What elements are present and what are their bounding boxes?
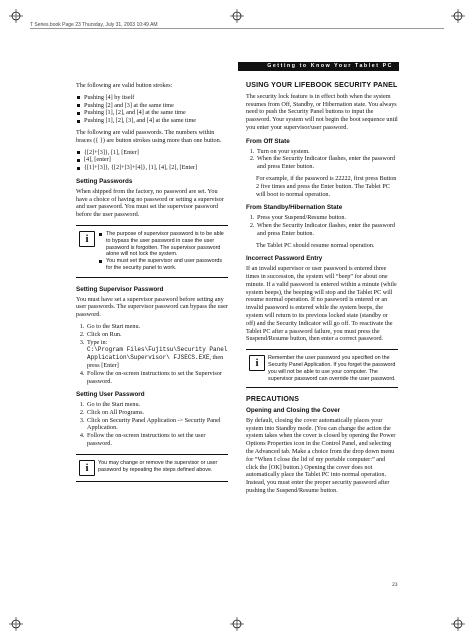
list-item: Pushing [1], [2], [3], and [4] at the same time bbox=[76, 117, 228, 125]
step-text: Type in: bbox=[87, 338, 108, 346]
list-item: 4. Follow the on-screen instructions to set the user password. bbox=[86, 432, 228, 448]
section-heading: Setting Supervisor Password bbox=[76, 285, 164, 293]
crop-line bbox=[30, 28, 444, 29]
list-item: {[1]+[3]}, {[2]+[3]+[4]}, [1], [4], [2], [Enter] bbox=[76, 164, 228, 172]
section-title: PRECAUTIONS bbox=[246, 396, 300, 404]
list-item: 1. Turn on your system. bbox=[256, 148, 398, 156]
section-title: USING YOUR LIFEBOOK SECURITY PANEL bbox=[246, 82, 398, 89]
section-heading: Incorrect Password Entry bbox=[246, 255, 323, 263]
list-item: The purpose of supervisor password is to be able to bypass the user password in case the user password is forgotten. The supervisor password alone will not lock the system. bbox=[98, 231, 228, 258]
list-item: Pushing [2] and [3] at the same time bbox=[76, 102, 228, 110]
left-column bbox=[76, 82, 228, 490]
note-text: Remember the user password you specified on the Security Panel Application. If you forget the password you will not be able to use your computer. The supervisor password can override the user password. bbox=[268, 355, 396, 382]
list-item: 1. Go to the Start menu. bbox=[86, 323, 228, 331]
list-item: 4. Follow the on-screen instructions to set the Supervisor password. bbox=[86, 370, 228, 386]
list-item: 1. Press your Suspend/Resume button. bbox=[256, 214, 398, 222]
right-column bbox=[246, 82, 398, 499]
info-icon: i bbox=[76, 460, 98, 476]
list-item: 2. When the Security Indicator flashes, enter the password and press Enter button. bbox=[256, 222, 398, 238]
section-heading: From Off State bbox=[246, 137, 290, 145]
examples-list bbox=[76, 149, 228, 172]
paragraph: By default, closing the cover automatically places your system into Standby mode. (You can change the action the system takes when the cover is closed by opening the Power Options Properties icon in the Control Panel, and selecting the Advanced tab. Make a choice from the drop down menu for “When I close the lid of my portable computer:” and click the [OK] button.) Opening the cover does not automatically place the Tablet PC into normal operation. Instead, you must enter the proper security password after pushing the Suspend/Resume button. bbox=[246, 416, 396, 495]
paragraph: You must have set a supervisor password before setting any user passwords. The supervisor password can bypass the user password. bbox=[76, 295, 228, 319]
running-header: Getting to Know Your Tablet PC bbox=[238, 62, 399, 71]
paragraph: The Tablet PC should resume normal operation. bbox=[256, 241, 375, 249]
list-item: 2. Click on All Programs. bbox=[86, 409, 228, 417]
section-heading: Setting User Password bbox=[76, 391, 145, 399]
page-number: 23 bbox=[392, 582, 398, 588]
list-item: Pushing [1], [2], and [4] at the same time bbox=[76, 109, 228, 117]
supervisor-steps bbox=[76, 323, 228, 385]
path-text: C:\Program Files\Fujitsu\Security Panel Application\Supervisor\ FJSECS.EXE bbox=[87, 346, 228, 362]
registration-mark-icon bbox=[451, 9, 465, 23]
list-item bbox=[86, 339, 228, 370]
info-icon: i bbox=[76, 231, 98, 272]
list-item: 1. Go to the Start menu. bbox=[86, 401, 228, 409]
note-text: You may change or remove the supervisor or user password by repeating the steps defined above. bbox=[98, 459, 218, 473]
off-steps bbox=[246, 148, 398, 171]
registration-mark-icon bbox=[9, 617, 23, 631]
paragraph: If an invalid supervisor or user password is entered three times in succession, the system will “beep” for about one minute. If a valid password is entered within a minute (while system beeps), the beeping will stop and the Tablet PC will resume normal operation. If no password is entered or an invalid password is entered while the system beeps, the system will return to its previous locked state (standby or off) and the Security Indicator will go off. To reactivate the Tablet PC after a password failure, you must press the Suspend/Resume button, then enter a correct password. bbox=[246, 265, 397, 343]
registration-mark-icon bbox=[451, 617, 465, 631]
registration-mark-icon bbox=[230, 9, 244, 23]
info-note bbox=[246, 349, 398, 388]
list-item: {[2]+[3]}, [1], [Enter] bbox=[76, 149, 228, 157]
list-item: You must set the supervisor and user passwords for the security panel to work. bbox=[98, 258, 228, 272]
standby-steps bbox=[246, 214, 398, 237]
user-steps bbox=[76, 401, 228, 448]
list-item: 2. When the Security Indicator flashes, enter the password and press Enter button. bbox=[256, 155, 398, 171]
paragraph: For example, if the password is 22222, first press Button 2 five times and press the Enter button. The Tablet PC will boot to normal operation. bbox=[256, 174, 397, 198]
strokes-intro: The following are valid button strokes: bbox=[76, 82, 173, 89]
registration-mark-icon bbox=[230, 617, 244, 631]
info-note bbox=[76, 225, 228, 278]
section-heading: Opening and Closing the Cover bbox=[246, 407, 341, 415]
info-note bbox=[76, 454, 228, 482]
list-item: 3. Click on Security Panel Application -> Security Panel Application. bbox=[86, 417, 228, 433]
list-item: Pushing [4] by itself bbox=[76, 94, 228, 102]
examples-intro: The following are valid passwords. The numbers within braces ({ }) are button strokes using more than one button. bbox=[76, 128, 222, 144]
paragraph: When shipped from the factory, no password are set. You have a choice of having no password or setting a supervisor and user password. You must set the supervisor password before the user password. bbox=[76, 187, 224, 219]
paragraph: The security lock feature is in effect both when the system resumes from Off, Standby, or Hibernation state. You always need to push the Security Panel buttons to input the password. Your system will not begin the boot sequence until you enter your supervisor/user password. bbox=[246, 92, 398, 131]
section-heading: From Standby/Hibernation State bbox=[246, 204, 343, 212]
registration-mark-icon bbox=[9, 9, 23, 23]
info-icon: i bbox=[246, 355, 268, 382]
step-text: , then press [Enter] bbox=[87, 354, 224, 369]
crop-marks-note: T Series.book Page 23 Thursday, July 31, 2003 10:49 AM bbox=[30, 22, 158, 28]
section-heading: Setting Passwords bbox=[76, 177, 133, 185]
list-item: 2. Click on Run. bbox=[86, 331, 228, 339]
list-item: [4], [enter] bbox=[76, 156, 228, 164]
strokes-list bbox=[76, 94, 228, 125]
